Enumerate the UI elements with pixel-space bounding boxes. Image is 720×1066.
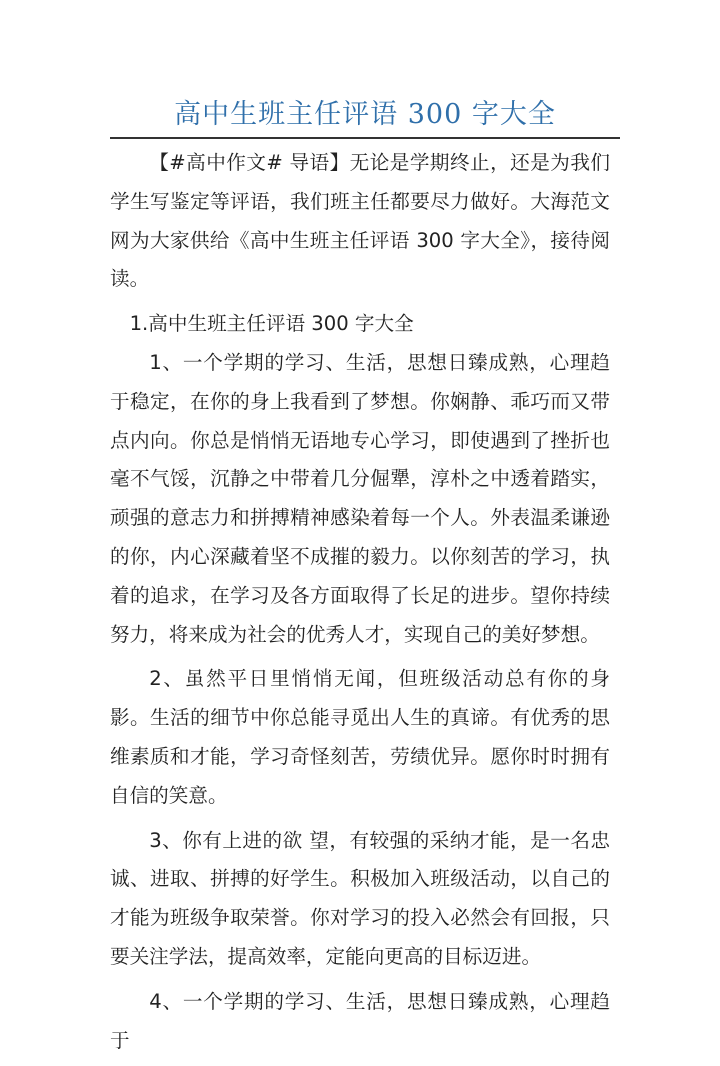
comment-paragraph-3: 3、你有上进的欲 望，有较强的采纳才能，是一名忠诚、进取、拼搏的好学生。积极加入班级活动，以自己的才能为班级争取荣誉。你对学习的投入必然会有回报，只要关注学法，提高效率，定能向更高的目标迈进。 — [110, 828, 610, 968]
comment-paragraph-2: 2、虽然平日里悄悄无闻，但班级活动总有你的身影。生活的细节中你总能寻觅出人生的真谛。有优秀的思维素质和才能，学习奇怪刻苦，劳绩优异。愿你时时拥有自信的笑意。 — [110, 667, 610, 807]
section-heading: 1.高中生班主任评语 300 字大全 — [129, 312, 414, 336]
intro-paragraph: 【#高中作文# 导语】无论是学期终止，还是为我们学生写鉴定等评语，我们班主任都要尽力做好。大海范文网为大家供给《高中生班主任评语 300 字大全》，接待阅读。 — [110, 151, 610, 291]
document-body — [110, 144, 610, 1066]
comment-paragraph-4: 4、一个学期的学习、生活，思想日臻成熟，心理趋于 — [110, 989, 610, 1052]
title-divider — [110, 137, 620, 139]
comment-paragraph-1: 1、一个学期的学习、生活，思想日臻成熟，心理趋于稳定，在你的身上我看到了梦想。你娴静、乖巧而又带点内向。你总是悄悄无语地专心学习，即使遇到了挫折也毫不气馁，沉静之中带着几分倔犟，淳朴之中透着踏实，顽强的意志力和拼搏精神感染着每一个人。外表温柔谦逊的你，内心深藏着坚不成摧的毅力。以你刻苦的学习，执着的追求，在学习及各方面取得了长足的进步。望你持续努力，将来成为社会的优秀人才，实现自己的美好梦想。 — [110, 350, 610, 646]
document-title: 高中生班主任评语 300 字大全 — [174, 99, 556, 130]
